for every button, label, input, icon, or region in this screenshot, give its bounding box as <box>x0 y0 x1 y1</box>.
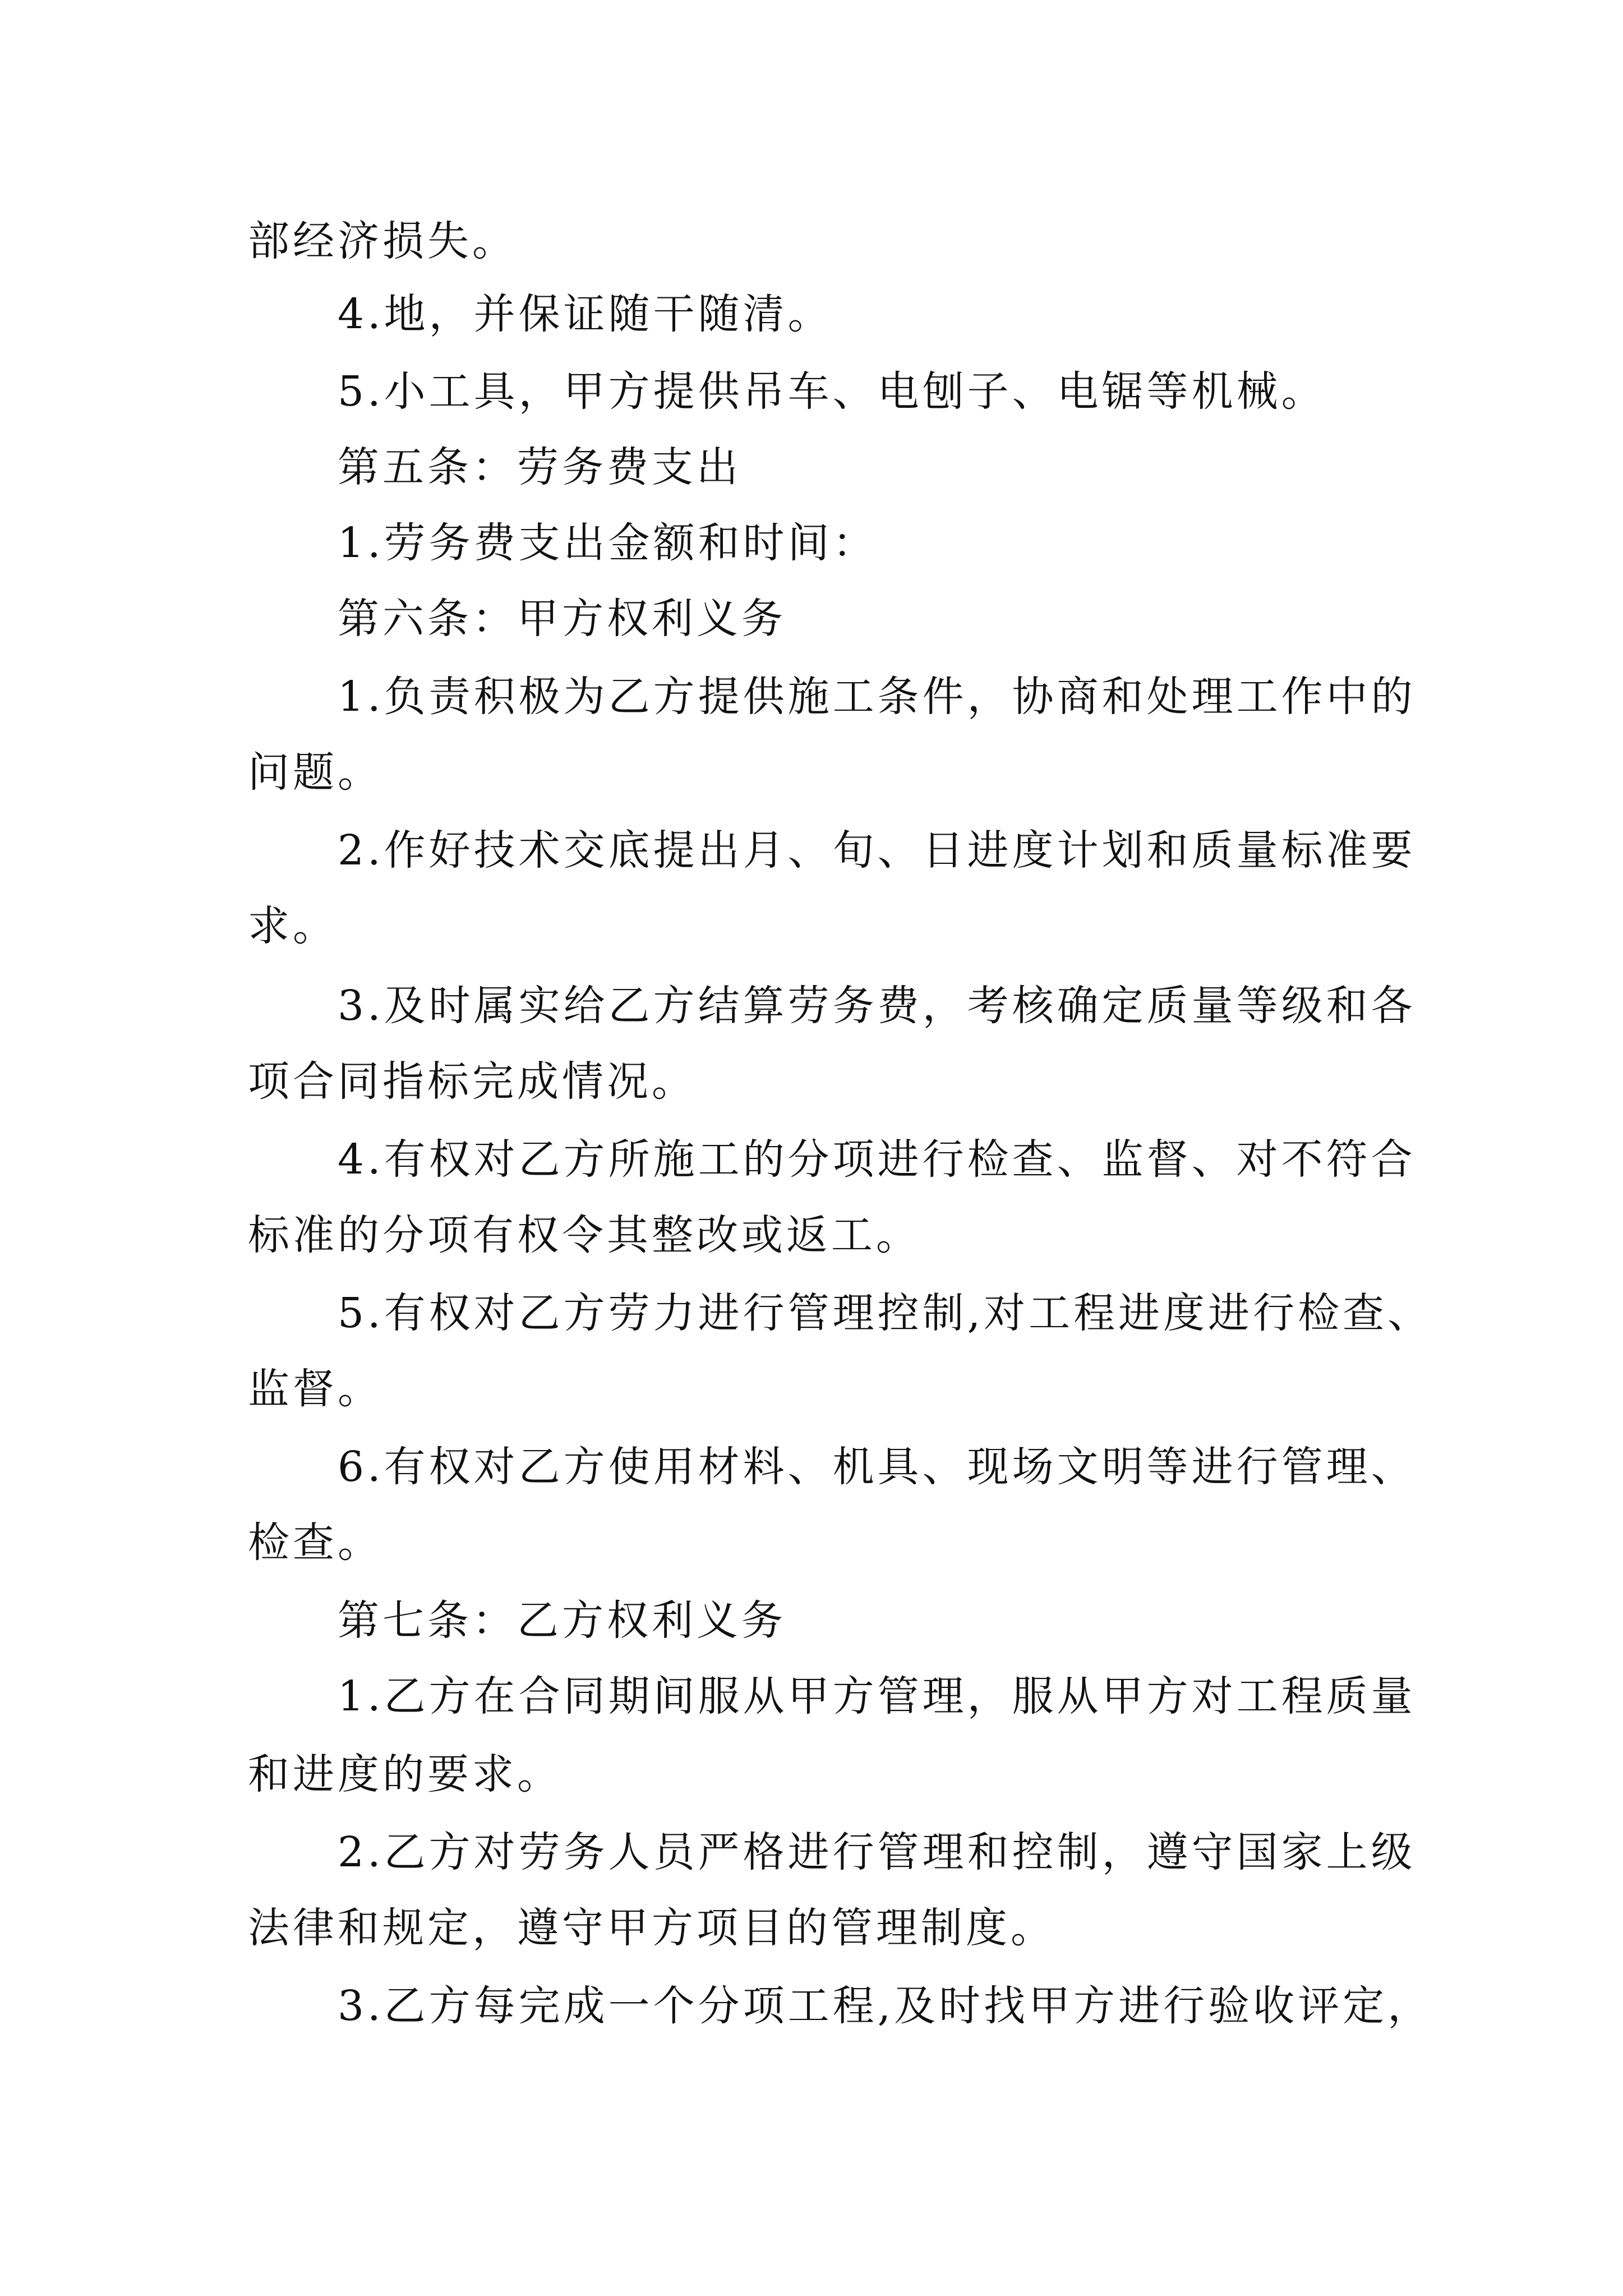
text-line: 法律和规定，遵守甲方项目的管理制度。 <box>248 1904 1055 1952</box>
text-line: 和进度的要求。 <box>248 1750 562 1798</box>
text-line: 部经济损失。 <box>248 217 517 265</box>
text-line: 2.乙方对劳务人员严格进行管理和控制，遵守国家上级 <box>338 1828 1416 1876</box>
text-line: 标准的分项有权令其整改或返工。 <box>248 1211 921 1259</box>
text-line: 5.小工具，甲方提供吊车、电刨子、电锯等机械。 <box>338 367 1326 416</box>
text-line: 4.地，并保证随干随清。 <box>338 290 833 338</box>
text-line: 1.乙方在合同期间服从甲方管理，服从甲方对工程质量 <box>338 1672 1416 1720</box>
text-line: 6.有权对乙方使用材料、机具、现场文明等进行管理、 <box>338 1443 1416 1491</box>
text-line: 项合同指标完成情况。 <box>248 1057 697 1106</box>
text-line: 5.有权对乙方劳力进行管理控制,对工程进度进行检查、 <box>338 1289 1433 1337</box>
text-line: 1.负责积极为乙方提供施工条件，协商和处理工作中的 <box>338 673 1416 721</box>
text-line: 监督。 <box>248 1365 382 1413</box>
text-line: 求。 <box>248 902 338 950</box>
text-line: 检查。 <box>248 1519 382 1567</box>
text-line: 1.劳务费支出金额和时间： <box>338 519 878 567</box>
section-heading: 第七条：乙方权利义务 <box>338 1596 786 1645</box>
text-line: 4.有权对乙方所施工的分项进行检查、监督、对不符合 <box>338 1135 1416 1184</box>
text-line: 3.乙方每完成一个分项工程,及时找甲方进行验收评定， <box>338 1982 1433 2030</box>
text-line: 问题。 <box>248 748 382 797</box>
text-line: 2.作好技术交底提出月、旬、日进度计划和质量标准要 <box>338 826 1416 875</box>
section-heading: 第六条：甲方权利义务 <box>338 595 786 643</box>
section-heading: 第五条：劳务费支出 <box>338 443 741 491</box>
text-line: 3.及时属实给乙方结算劳务费，考核确定质量等级和各 <box>338 982 1416 1030</box>
